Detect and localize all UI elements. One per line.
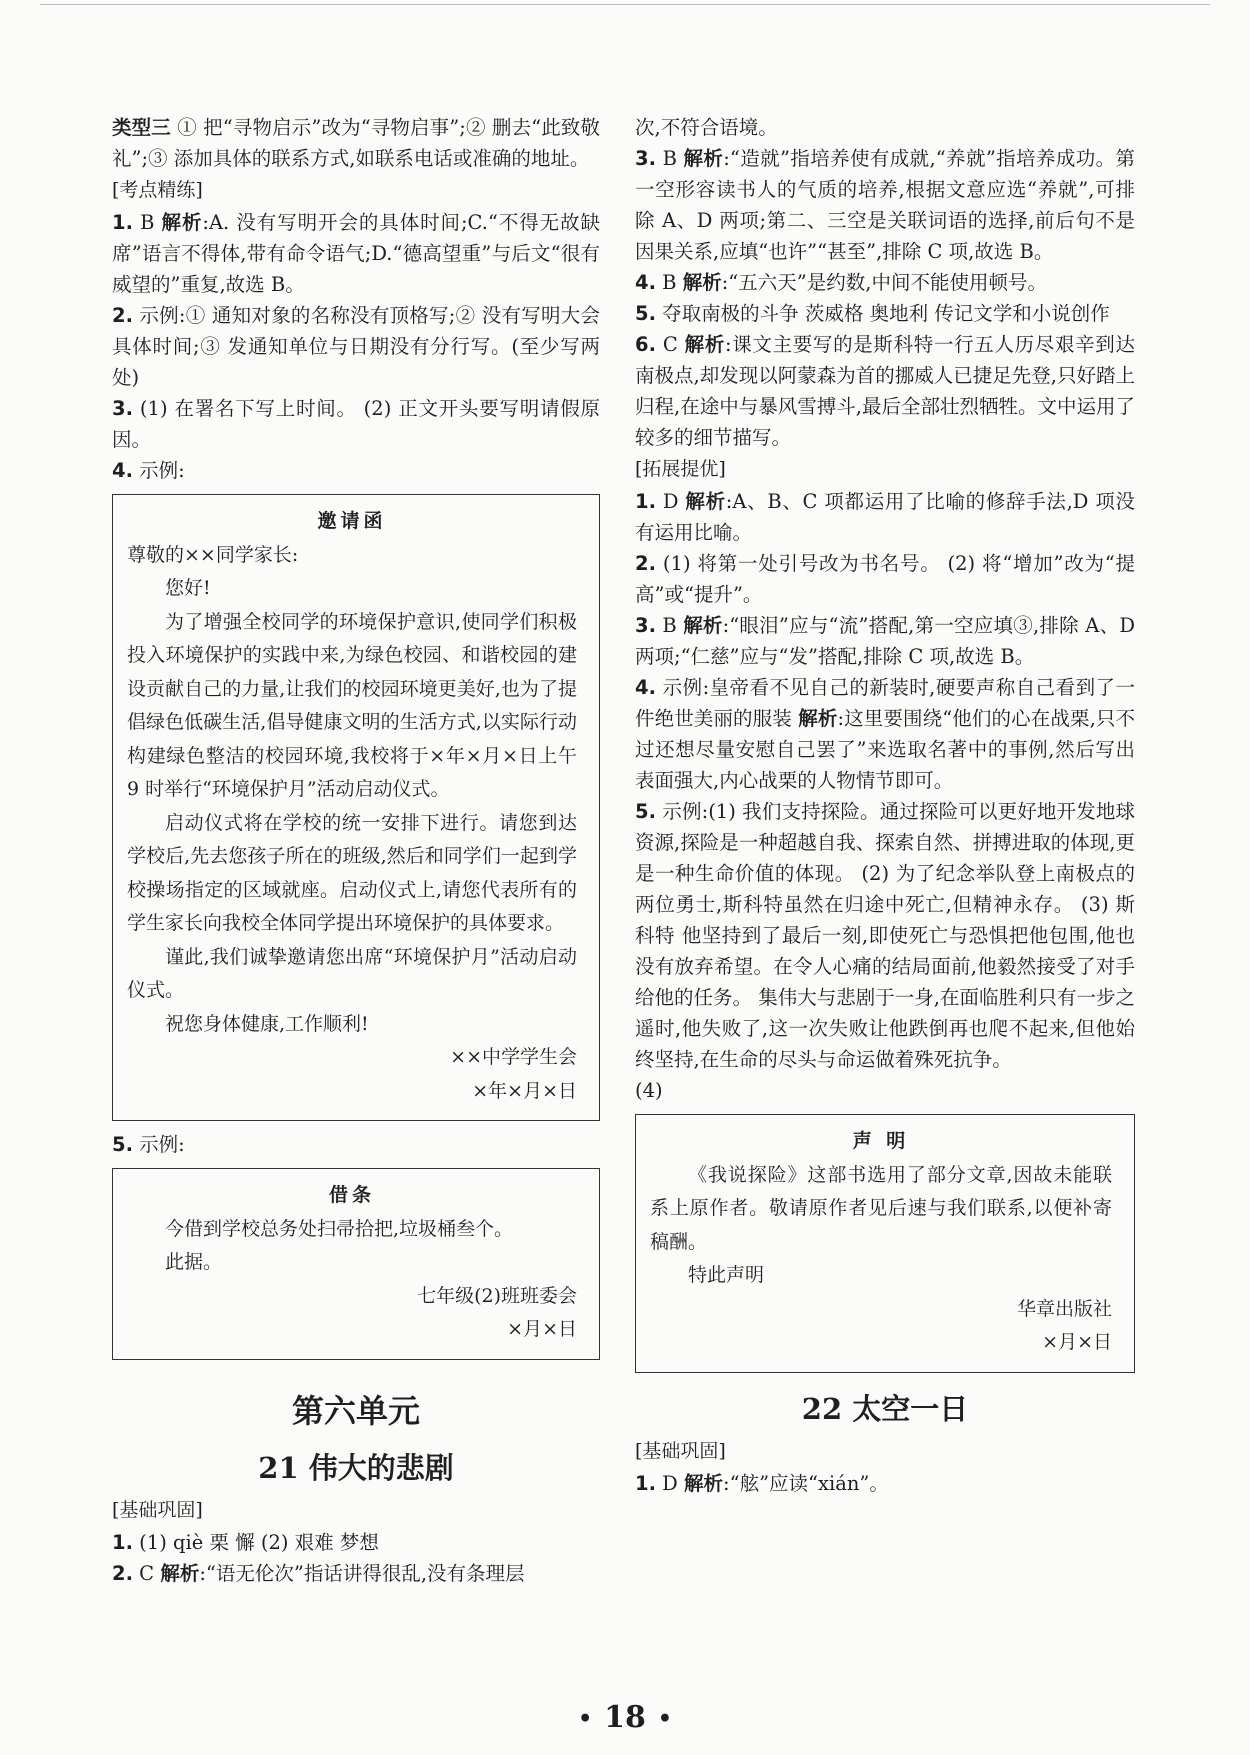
answer-num: 4.: [635, 271, 656, 294]
analysis-label: 解析: [798, 707, 838, 730]
extend-answer-5: [635, 796, 1135, 1075]
answer-num: 4.: [635, 676, 656, 699]
answer-num: 1.: [112, 1530, 133, 1554]
page-number: [0, 1700, 1250, 1735]
answer-text: (1) 在署名下写上时间。 (2) 正文开头要写明请假原因。: [112, 397, 600, 451]
analysis-label: 解析: [683, 614, 723, 637]
answer-text: (1) 将第一处引号改为书名号。 (2) 将“增加”改为“提高”或“提升”。: [635, 552, 1135, 606]
answer-6-right: [635, 329, 1135, 453]
answer-text: 示例:: [132, 1133, 185, 1156]
answer-num: 3.: [112, 397, 133, 420]
lesson-title: 21 伟大的悲剧: [258, 1450, 454, 1485]
answer-text: :“语无伦次”指话讲得很乱,没有条理层: [199, 1561, 525, 1585]
unit-title: 第六单元: [291, 1391, 420, 1430]
extend-answer-4: [635, 672, 1135, 796]
answer-choice: B: [655, 614, 684, 637]
bullet: •: [578, 1706, 593, 1732]
iou-date: ×月×日: [507, 1318, 577, 1340]
iou-ju: 此据。: [165, 1251, 223, 1273]
answer-num: 6.: [635, 333, 656, 356]
analysis-label: 解析: [685, 490, 726, 513]
answer-num: 5.: [112, 1133, 133, 1156]
right-column: [635, 112, 1135, 1499]
section-header-jichu: [基础巩固]: [112, 1498, 203, 1521]
answer-text: :A. 没有写明开会的具体时间;C.“不得无故缺席”语言不得体,带有命令语气;D.“德高望重”与后文“很有威望的”重复,故选 B。: [112, 211, 600, 296]
invitation-greeting: 尊敬的××同学家长:: [127, 543, 299, 566]
answer-text: :“眼泪”应与“流”搭配,第一空应填③,排除 A、D 两项;“仁慈”应与“发”搭配,排除 C 项,故选 B。: [635, 614, 1135, 668]
section-header-kaodian: [考点精练]: [112, 179, 203, 201]
answer-num: 2.: [635, 552, 656, 575]
answer-num: 3.: [635, 614, 656, 637]
answer-3: [112, 393, 600, 455]
answer-num: 1.: [635, 490, 656, 513]
answer-num: 5.: [635, 302, 656, 325]
answer-text: :“舷”应读“xián”。: [723, 1471, 889, 1495]
answer-text: :这里要围绕“他们的心在战栗,只不过还想尽量安慰自己罢了”来选取名著中的事例,然后写出表面强大,内心战栗的人物情节即可。: [635, 707, 1135, 792]
invitation-hello: 您好!: [165, 577, 211, 599]
extend-answer-1: [635, 486, 1135, 548]
answer-text: 夺取南极的斗争 茨威格 奥地利 传记文学和小说创作: [655, 302, 1110, 325]
invitation-date: ×年×月×日: [472, 1079, 577, 1102]
top-rule: [40, 4, 1210, 5]
analysis-label: 解析: [682, 271, 722, 294]
lesson-title: 22 太空一日: [801, 1391, 969, 1426]
analysis-label: 解析: [684, 333, 725, 356]
answer-text: (1) qiè 栗 懈 (2) 艰难 梦想: [132, 1530, 379, 1554]
answer-choice: C: [132, 1561, 161, 1585]
answer-num: 1.: [112, 211, 133, 234]
statement-title: 声 明: [852, 1130, 910, 1152]
statement-box: [635, 1114, 1135, 1373]
answer-choice: B: [132, 211, 162, 234]
answer-text: :“五六天”是约数,中间不能使用顿号。: [721, 271, 1047, 294]
answer-text: 示例:(1) 我们支持探险。通过探险可以更好地开发地球资源,探险是一种超越自我、探索自然、拼搏进取的体现,更是一种生命价值的体现。 (2) 为了纪念举队登上南极点的两位勇士,斯科特虽然在归途中死亡,但精神永存。 (3) 斯科特 他坚持到了最后一刻,即使死亡与恐惧把他包围,他也没有放弃希望。在令人心痛的结局面前,他毅然接受了对手给他的任务。 集伟大与悲剧于一身,在面临胜利只有一步之遥时,他失败了,这一次失败让他跌倒再也爬不起来,但他始终坚持,在生命的尽头与命运做着殊死抗争。: [635, 800, 1135, 1071]
answer-num: 5.: [635, 800, 656, 823]
extend-answer-2: [635, 548, 1135, 610]
answer-choice: D: [655, 490, 686, 513]
continued-text: 次,不符合语境。: [635, 116, 778, 139]
type-three-text: ① 把“寻物启示”改为“寻物启事”;② 删去“此致敬礼”;③ 添加具体的联系方式,如联系电话或准确的地址。: [112, 116, 600, 170]
answer-5: [112, 1129, 600, 1160]
statement-body: 《我说探险》这部书选用了部分文章,因故未能联系上原作者。敬请原作者见后速与我们联系,以便补寄稿酬。: [650, 1163, 1112, 1253]
answer-4: [112, 455, 600, 486]
invitation-paragraph: 启动仪式将在学校的统一安排下进行。请您到达学校后,先去您孩子所在的班级,然后和同学们一起到学校操场指定的区域就座。启动仪式上,请您代表所有的学生家长向我校全体同学提出环境保护的具体要求。: [127, 811, 577, 934]
iou-title: 借条: [328, 1184, 375, 1206]
iou-note-box: [112, 1168, 600, 1360]
page-number-text: 18: [604, 1700, 646, 1735]
left-column: [112, 112, 600, 1589]
answer-choice: D: [655, 1471, 685, 1495]
answer-text: 示例:: [132, 459, 185, 482]
answer-choice: C: [655, 333, 685, 356]
invitation-title: 邀请函: [317, 510, 387, 532]
answer-2: [112, 300, 600, 393]
answer-1: [112, 207, 600, 300]
answer-num: 1.: [635, 1471, 656, 1495]
answer-5-right: [635, 298, 1135, 329]
section-header-tuozhan: [拓展提优]: [635, 458, 726, 480]
answer-choice: B: [655, 271, 683, 294]
basic-answer-1: [112, 1527, 600, 1558]
type-label: 类型三: [112, 116, 171, 139]
answer-text: :“造就”指培养使有成就,“养就”指培养成功。第一空形容读书人的气质的培养,根据文意应选“养就”,可排除 A、D 两项;第二、三空是关联词语的选择,前后句不是因果关系,应填“也许”“甚至”,排除 C 项,故选 B。: [635, 147, 1135, 263]
answer-text: 示例:皇帝看不见自己的新装时,硬要声称自己看到了一件绝世美丽的服装: [635, 676, 1135, 730]
answer-num: 3.: [635, 147, 656, 170]
answer-choice: B: [655, 147, 684, 170]
iou-signature: 七年级(2)班班委会: [417, 1284, 577, 1307]
basic-answer-1-right: [635, 1468, 1135, 1499]
invitation-closing: 祝您身体健康,工作顺利!: [165, 1012, 369, 1035]
statement-signature: 华章出版社: [1016, 1297, 1112, 1320]
answer-num: 2.: [112, 304, 133, 327]
analysis-label: 解析: [161, 211, 203, 234]
invitation-paragraph: 谨此,我们诚挚邀请您出席“环境保护月”活动启动仪式。: [127, 945, 577, 1001]
answer-text: 示例:① 通知对象的名称没有顶格写;② 没有写明大会具体时间;③ 发通知单位与日期没有分行写。(至少写两处): [112, 304, 600, 389]
iou-body: 今借到学校总务处扫帚拾把,垃圾桶叁个。: [165, 1217, 514, 1240]
statement-date: ×月×日: [1042, 1331, 1112, 1353]
analysis-label: 解析: [684, 1471, 724, 1495]
extend-answer-5-part4: (4): [635, 1079, 663, 1102]
extend-answer-3: [635, 610, 1135, 672]
bullet: •: [657, 1706, 672, 1732]
answer-3-right: [635, 143, 1135, 267]
invitation-paragraph: 为了增强全校同学的环境保护意识,使同学们积极投入环境保护的实践中来,为绿色校园、和谐校园的建设贡献自己的力量,让我们的校园环境更美好,也为了提倡绿色低碳生活,倡导健康文明的生活方式,以实际行动构建绿色整洁的校园环境,我校将于×年×月×日上午 9 时举行“环境保护月”活动启动仪式。: [127, 610, 577, 800]
answer-num: 4.: [112, 459, 133, 482]
section-header-jichu: [基础巩固]: [635, 1439, 726, 1462]
invitation-signature: ××中学学生会: [450, 1046, 577, 1068]
answer-text: :A、B、C 项都运用了比喻的修辞手法,D 项没有运用比喻。: [635, 490, 1136, 544]
answer-text: :课文主要写的是斯科特一行五人历尽艰辛到达南极点,却发现以阿蒙森为首的挪威人已捷足先登,只好踏上归程,在途中与暴风雪搏斗,最后全部壮烈牺牲。文中运用了较多的细节描写。: [635, 333, 1135, 449]
analysis-label: 解析: [160, 1561, 200, 1585]
basic-answer-2: [112, 1558, 600, 1589]
answer-4-right: [635, 267, 1135, 298]
invitation-letter-box: [112, 494, 600, 1121]
analysis-label: 解析: [683, 147, 724, 170]
statement-te: 特此声明: [688, 1264, 765, 1286]
type-three-answer: [112, 112, 600, 174]
answer-num: 2.: [112, 1561, 133, 1585]
